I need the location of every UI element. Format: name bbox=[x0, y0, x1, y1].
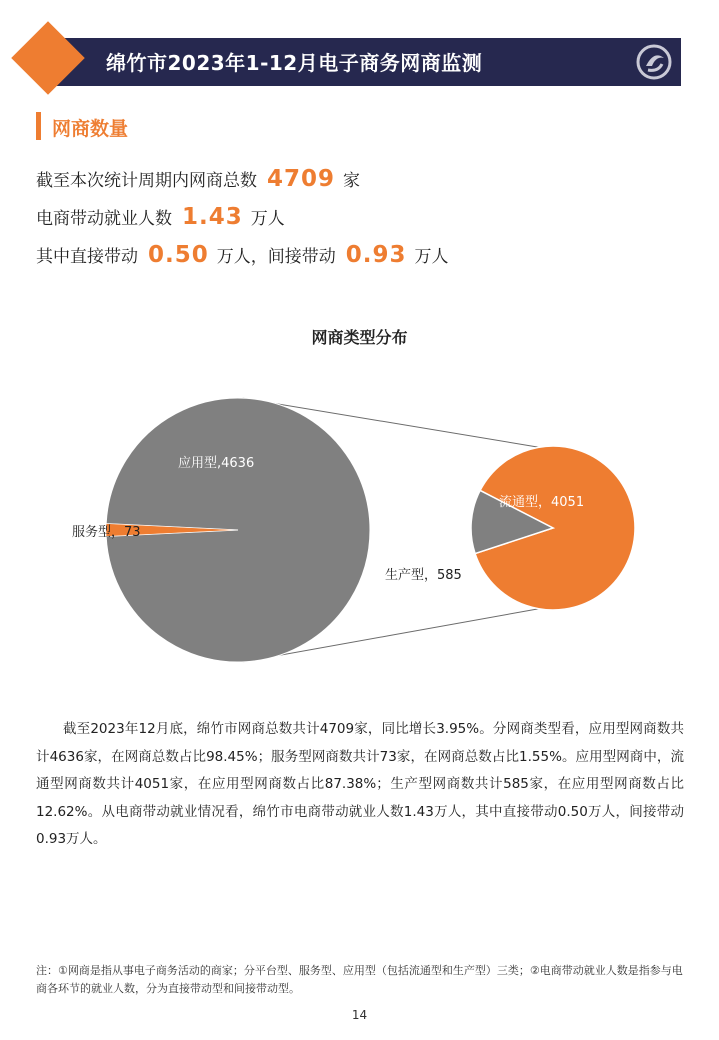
stat-label: 其中直接带动 bbox=[36, 247, 138, 267]
footnote: 注：①网商是指从事电子商务活动的商家；分平台型、服务型、应用型（包括流通型和生产型）三类；②电商带动就业人数是指参与电商各环节的就业人数，分为直接带动型和间接带动型。 bbox=[36, 964, 683, 995]
page-title: 绵竹市2023年1-12月电子商务网商监测 bbox=[106, 51, 483, 75]
label-production: 生产型，585 bbox=[385, 568, 462, 583]
chart-title: 网商类型分布 bbox=[311, 328, 408, 347]
stat-unit: 家 bbox=[343, 171, 361, 191]
stat-value: 4709 bbox=[267, 166, 336, 192]
stat-unit: 万人 bbox=[250, 209, 285, 229]
stat-unit: 万人 bbox=[414, 247, 449, 267]
label-service: 服务型，73 bbox=[72, 525, 141, 540]
page-number: 14 bbox=[351, 1008, 368, 1022]
pie-of-pie-chart bbox=[0, 380, 719, 680]
section-accent-bar bbox=[36, 112, 41, 140]
stat-total-merchants bbox=[36, 166, 364, 192]
stat-label: 电商带动就业人数 bbox=[36, 209, 172, 229]
stat-value-indirect: 0.93 bbox=[345, 242, 407, 268]
stat-label: 截至本次统计周期内网商总数 bbox=[36, 171, 257, 191]
label-circulation: 流通型，4051 bbox=[499, 495, 585, 510]
summary-paragraph: 截至2023年12月底，绵竹市网商总数共计4709家，同比增长3.95%。分网商类型看，应用型网商数共计4636家，在网商总数占比98.45%；服务型网商数共计73家，在网商总数占比1.55%。应用型网商中，流通型网商数共计4051家，在应用型网商数占比87.38%；生产型网商数共计585家，在应用型网商数占比12.62%。从电商带动就业情况看，绵竹市电商带动就业人数1.43万人，其中直接带动0.50万人，间接带动0.93万人。 bbox=[36, 721, 684, 847]
label-application: 应用型,4636 bbox=[178, 456, 255, 471]
stat-direct-indirect bbox=[36, 242, 453, 268]
stat-value-direct: 0.50 bbox=[148, 242, 209, 268]
logo-icon bbox=[636, 44, 672, 80]
section-title: 网商数量 bbox=[52, 118, 129, 140]
stat-employment bbox=[36, 204, 289, 230]
stat-middle-text: 万人，间接带动 bbox=[216, 247, 336, 267]
stat-value: 1.43 bbox=[182, 204, 243, 230]
